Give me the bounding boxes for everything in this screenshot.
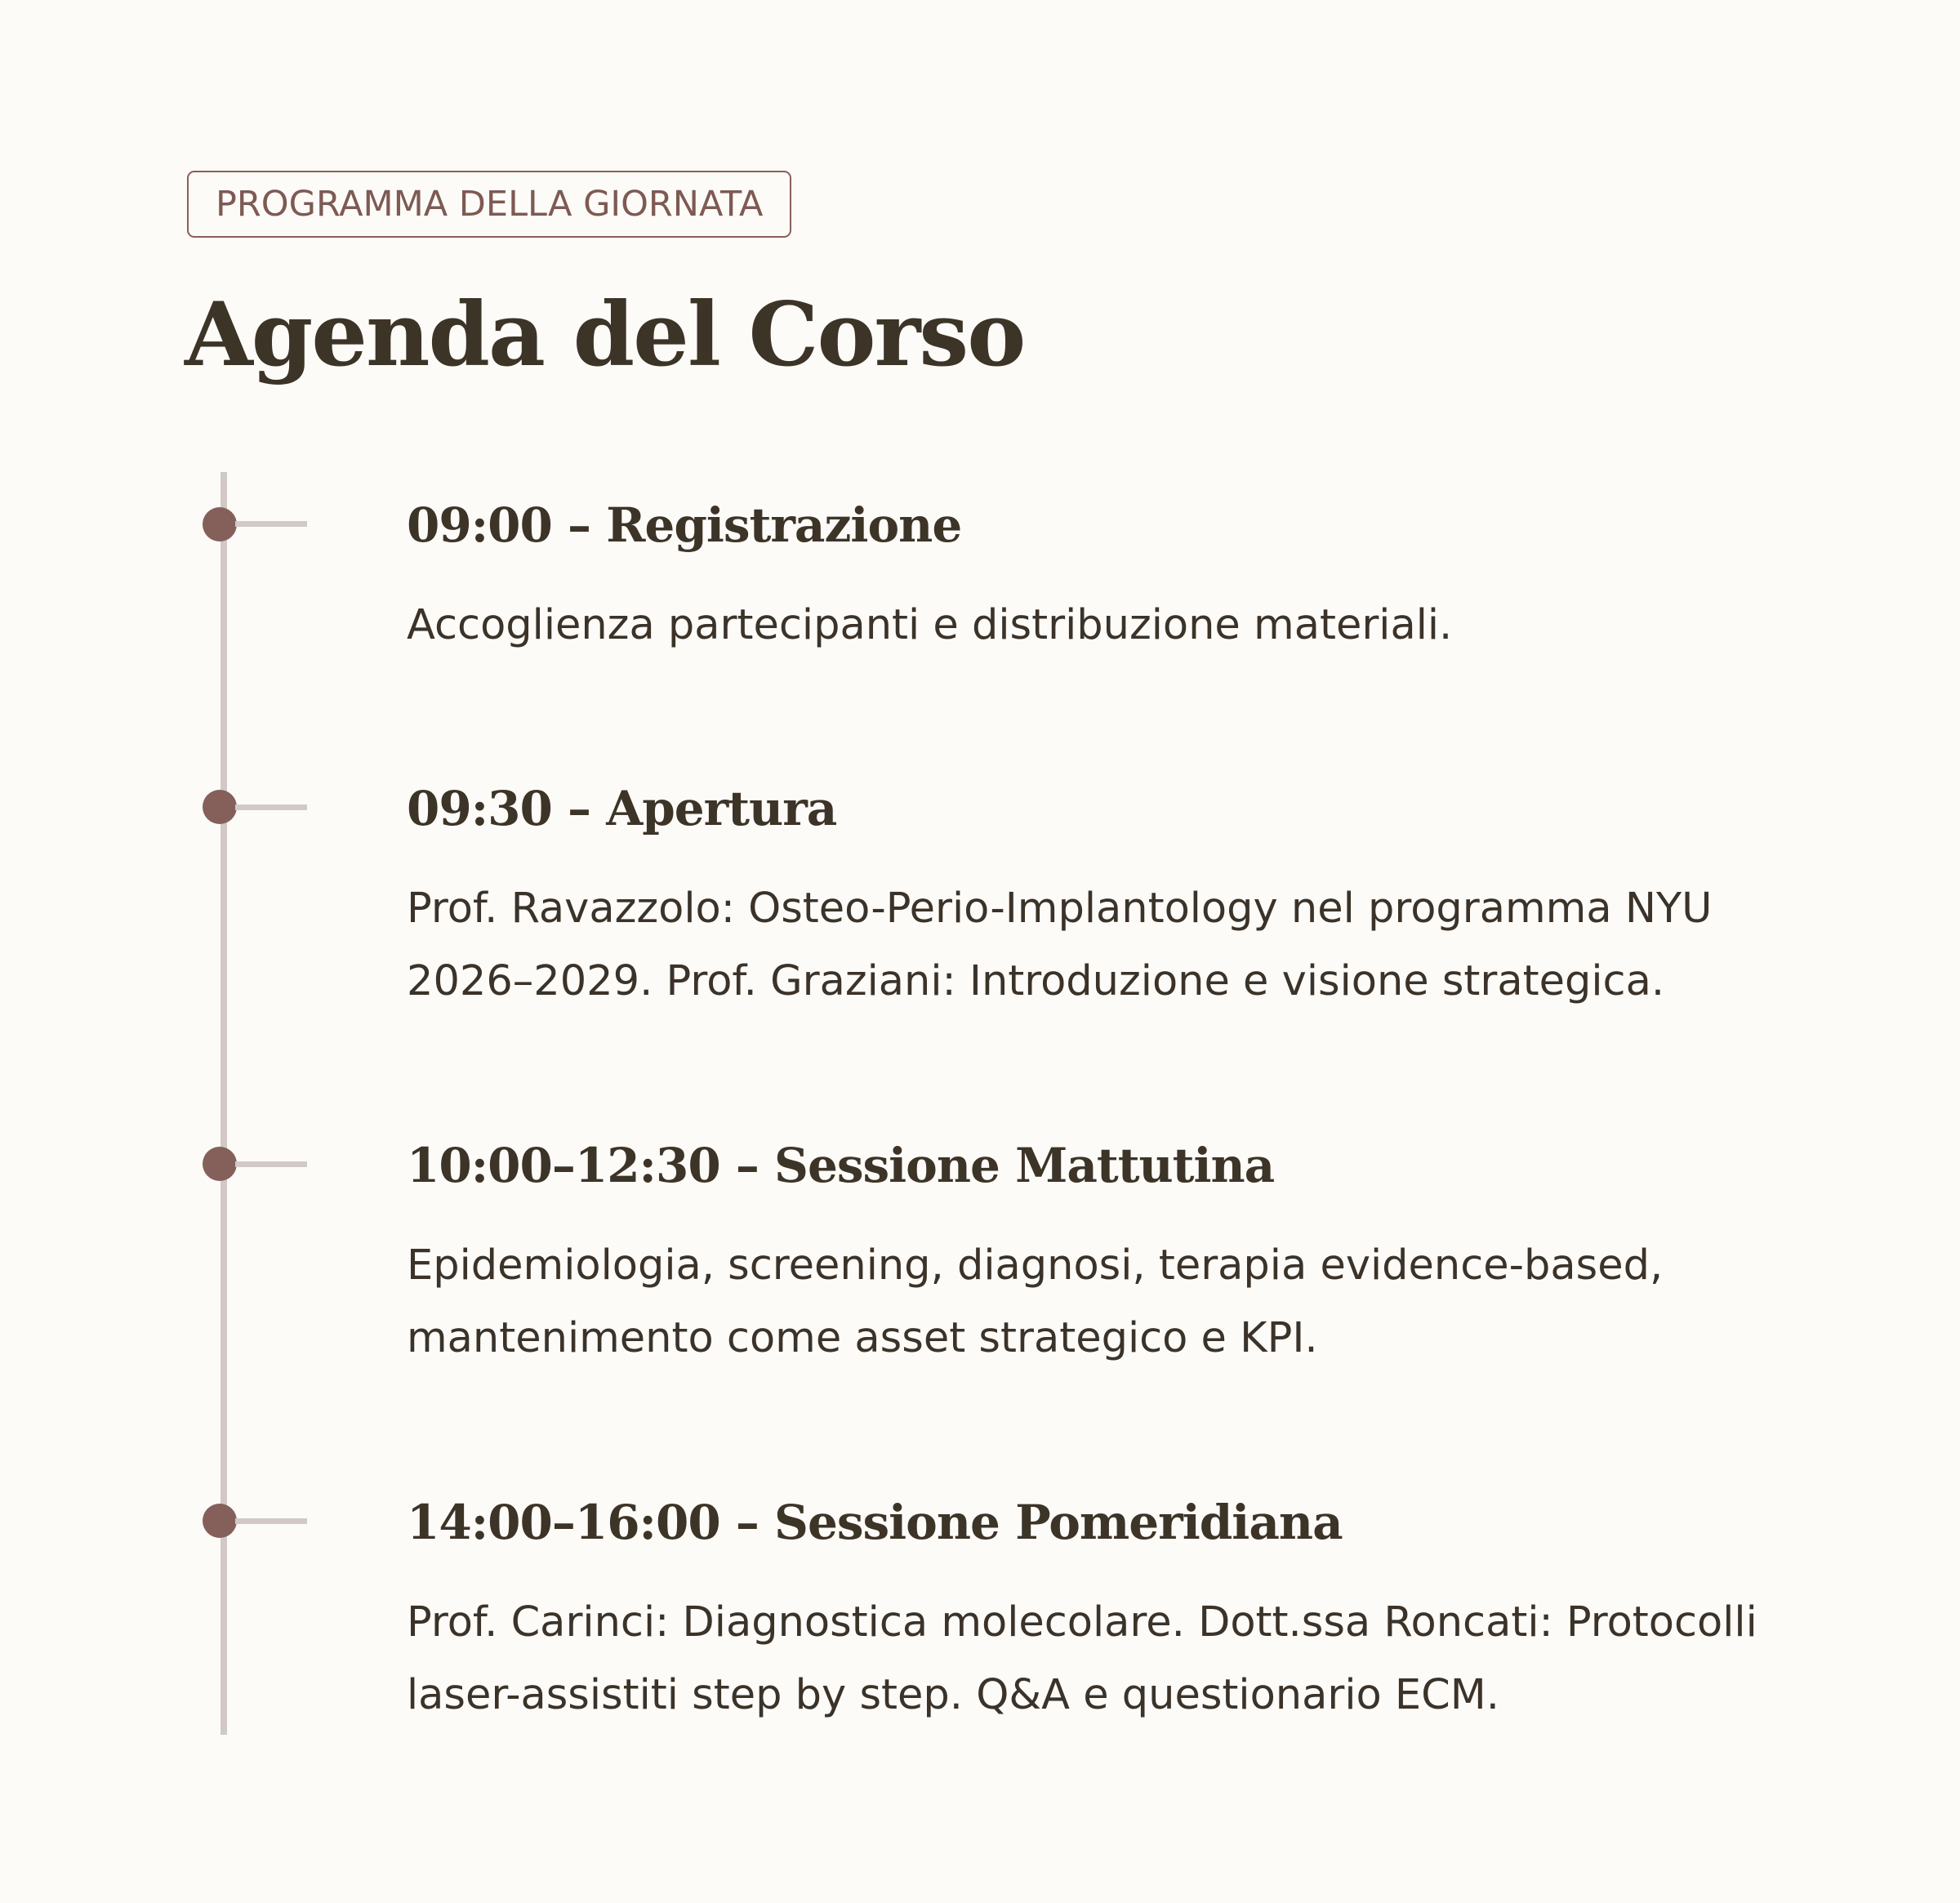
page-title: Agenda del Corso xyxy=(185,283,1025,386)
timeline-connector xyxy=(235,521,307,527)
agenda-item-title: 14:00–16:00 – Sessione Pomeridiana xyxy=(407,1495,1343,1550)
timeline-connector xyxy=(235,804,307,810)
agenda-item-description: Accoglienza partecipanti e distribuzione materiali. xyxy=(407,601,1453,649)
agenda-item-title: 09:00 – Registrazione xyxy=(407,497,962,553)
timeline-connector xyxy=(235,1518,307,1524)
timeline-dot xyxy=(203,507,237,541)
timeline-line xyxy=(220,472,227,1735)
agenda-item-description: Prof. Ravazzolo: Osteo-Perio-Implantology nel programma NYU 2026–2029. Prof. Graziani: Introduzione e visione strategica. xyxy=(407,885,1713,1005)
timeline-dot xyxy=(203,1147,237,1181)
agenda-item-title: 09:30 – Apertura xyxy=(407,781,837,836)
timeline-dot xyxy=(203,790,237,824)
section-kicker-badge: PROGRAMMA DELLA GIORNATA xyxy=(187,171,791,238)
agenda-item-description: Epidemiologia, screening, diagnosi, terapia evidence-based, mantenimento come asset strategico e KPI. xyxy=(407,1241,1664,1362)
timeline-connector xyxy=(235,1161,307,1167)
timeline-dot xyxy=(203,1504,237,1538)
agenda-item-description: Prof. Carinci: Diagnostica molecolare. Dott.ssa Roncati: Protocolli laser-assistiti step by step. Q&A e questionario ECM. xyxy=(407,1598,1757,1719)
agenda-item-title: 10:00–12:30 – Sessione Mattutina xyxy=(407,1138,1275,1193)
